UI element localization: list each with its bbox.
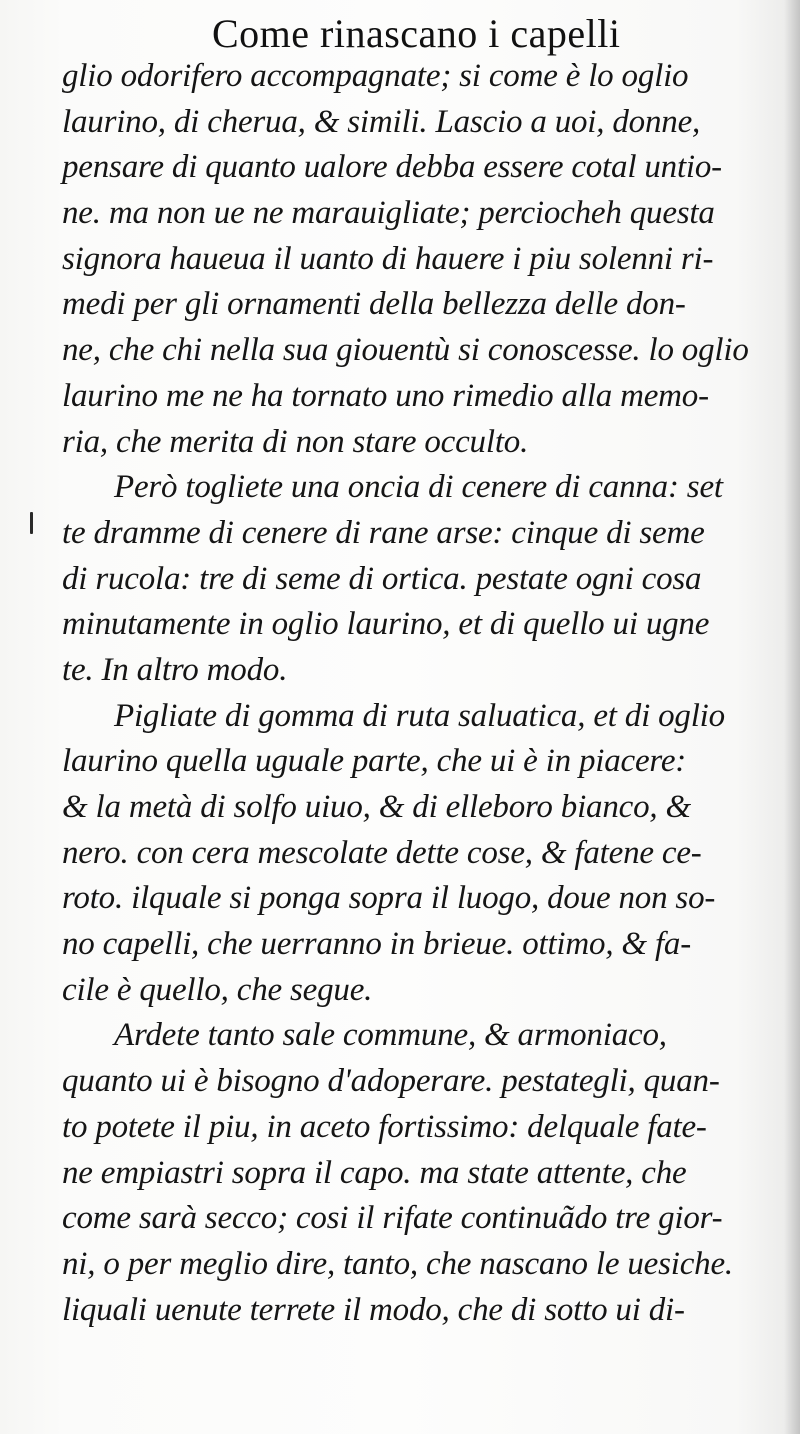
text-line: quanto ui è bisogno d'adoperare. pestategli, quan- bbox=[62, 1063, 720, 1100]
text-line: nero. con cera mescolate dette cose, & fatene ce- bbox=[62, 834, 702, 871]
text-line: ria, che merita di non stare occulto. bbox=[62, 423, 529, 460]
text-line: pensare di quanto ualore debba essere cotal untio- bbox=[62, 149, 722, 186]
text-line: to potete il piu, in aceto fortissimo: delquale fate- bbox=[62, 1108, 707, 1145]
text-line: minutamente in oglio laurino, et di quello ui ugne bbox=[62, 606, 710, 643]
text-line: ne, che chi nella sua giouentù si conoscesse. lo oglio bbox=[62, 332, 749, 369]
text-line: no capelli, che uerranno in brieue. ottimo, & fa- bbox=[62, 926, 692, 963]
text-line: ni, o per meglio dire, tanto, che nascano le uesiche. bbox=[62, 1245, 733, 1282]
text-line: liquali uenute terrete il modo, che di sotto ui di- bbox=[62, 1291, 685, 1328]
text-line: laurino me ne ha tornato uno rimedio alla memo- bbox=[62, 377, 709, 414]
margin-mark bbox=[30, 512, 33, 534]
text-line: glio odorifero accompagnate; si come è lo oglio bbox=[62, 58, 689, 94]
running-head: Come rinascano i capelli bbox=[212, 11, 621, 56]
page-edge-shadow bbox=[784, 0, 800, 1434]
paragraph-start-line: Però togliete una oncia di cenere di canna: set bbox=[114, 469, 723, 506]
text-line: signora haueua il uanto di hauere i piu solenni ri- bbox=[62, 240, 714, 277]
text-line: di rucola: tre di seme di ortica. pestate ogni cosa bbox=[62, 560, 702, 597]
text-line: come sarà secco; cosi il rifate continuãdo tre gior- bbox=[62, 1200, 723, 1237]
body-text bbox=[62, 54, 762, 1333]
text-line: laurino, di cherua, & simili. Lascio a uoi, donne, bbox=[62, 103, 701, 140]
text-line: & la metà di solfo uiuo, & di elleboro bianco, & bbox=[62, 789, 691, 825]
text-line: cile è quello, che segue. bbox=[62, 971, 373, 1008]
text-line: roto. ilquale si ponga sopra il luogo, doue non so- bbox=[62, 880, 716, 917]
text-line: te dramme di cenere di rane arse: cinque di seme bbox=[62, 514, 705, 551]
paragraph-start-line: Pigliate di gomma di ruta saluatica, et di oglio bbox=[114, 697, 725, 734]
text-line: ne. ma non ue ne marauigliate; perciocheh questa bbox=[62, 195, 715, 232]
text-line: medi per gli ornamenti della bellezza delle don- bbox=[62, 286, 686, 323]
paragraph-start-line: Ardete tanto sale commune, & armoniaco, bbox=[114, 1017, 667, 1054]
text-line: te. In altro modo. bbox=[62, 651, 288, 688]
text-line: laurino quella uguale parte, che ui è in piacere: bbox=[62, 743, 687, 780]
text-line: ne empiastri sopra il capo. ma state attente, che bbox=[62, 1154, 687, 1191]
